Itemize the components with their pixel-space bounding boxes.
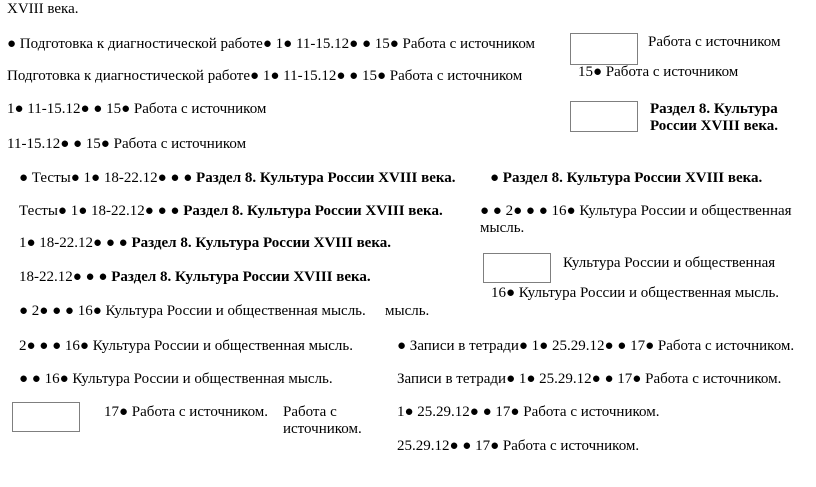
text-line: ● ● 16● Культура России и общественная мысль. [19, 371, 333, 387]
text-line: Подготовка к диагностической работе● 1● 11-15.12● ● 15● Работа с источником [7, 68, 523, 84]
text-run: 1● 18-22.12● ● ● [19, 235, 132, 251]
empty-frame [12, 402, 80, 432]
text-line: ● Подготовка к диагностической работе● 1● 11-15.12● ● 15● Работа с источником [7, 36, 536, 52]
text-line: 15● Работа с источником [578, 64, 739, 80]
text-run: ● Тесты● 1● 18-22.12● ● ● [19, 170, 197, 186]
text-line: Культура России и общественная [563, 255, 776, 271]
text-line: ● Записи в тетради● 1● 25.29.12● ● 17● Работа с источником. [397, 338, 795, 354]
text-line: 25.29.12● ● 17● Работа с источником. [397, 438, 640, 454]
text-line: 11-15.12● ● 15● Работа с источником [7, 136, 247, 152]
section-heading: ● Раздел 8. Культура России XVIII века. [490, 170, 763, 186]
empty-frame [483, 253, 551, 283]
text-line: 1● 25.29.12● ● 17● Работа с источником. [397, 404, 660, 420]
section-heading: Раздел 8. Культура России XVIII века. [111, 269, 371, 285]
text-line: 2● ● ● 16● Культура России и общественная мысль. [19, 338, 353, 354]
text-line [19, 203, 443, 220]
text-line: мысль. [385, 303, 430, 319]
text-line: Записи в тетради● 1● 25.29.12● ● 17● Работа с источником. [397, 371, 782, 387]
text-line: ● 2● ● ● 16● Культура России и общественная мысль. [19, 303, 366, 319]
text-line: XVIII века. [7, 1, 79, 17]
section-heading: Раздел 8. Культура России XVIII века. [131, 235, 391, 251]
empty-frame [570, 101, 638, 132]
section-heading: Раздел 8. Культура России XVIII века. [196, 170, 456, 186]
text-line: ● ● 2● ● ● 16● Культура России и общественная мысль. [480, 203, 792, 236]
text-line: 1● 11-15.12● ● 15● Работа с источником [7, 101, 267, 117]
text-line: 17● Работа с источником. [104, 404, 269, 420]
text-line [19, 269, 371, 286]
section-heading: Раздел 8. Культура России XVIII века. [650, 101, 778, 134]
text-line: Работа с источником. [283, 404, 362, 437]
text-line [19, 170, 456, 187]
empty-frame [570, 33, 638, 65]
text-line [19, 235, 391, 252]
text-line: 16● Культура России и общественная мысль. [491, 285, 780, 301]
text-run: 18-22.12● ● ● [19, 269, 112, 285]
text-run: Тесты● 1● 18-22.12● ● ● [19, 203, 184, 219]
section-heading: Раздел 8. Культура России XVIII века. [183, 203, 443, 219]
text-line: Работа с источником [648, 34, 781, 50]
